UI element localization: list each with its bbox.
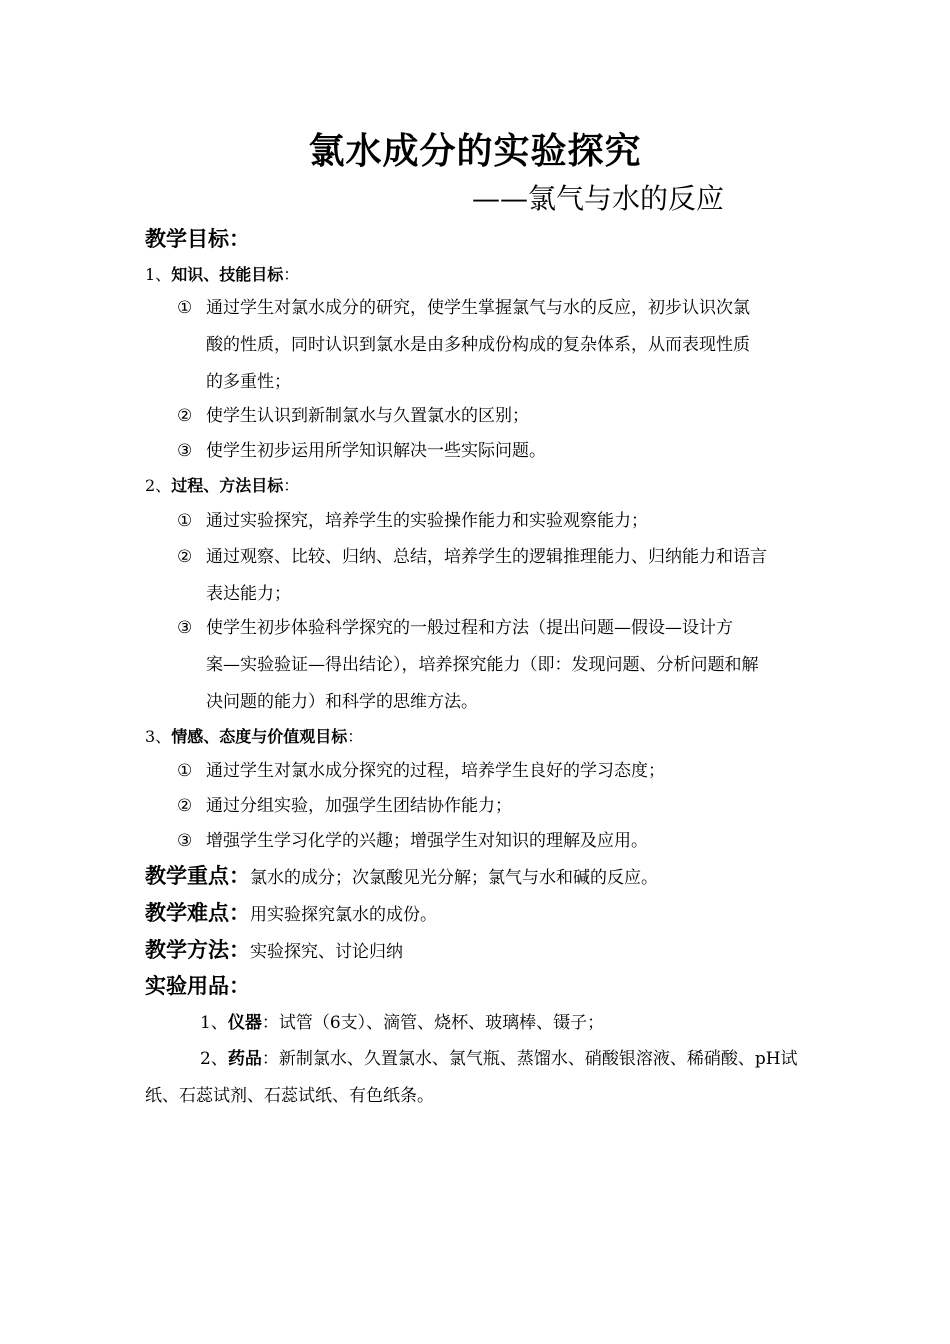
group-number: 1、 xyxy=(145,265,172,284)
instruments-suffix: ： xyxy=(261,1013,279,1033)
instruments-value: 试管（6支）、滴管、烧杯、玻璃棒、镊子； xyxy=(278,1013,605,1033)
item-line: 的多重性； xyxy=(206,372,291,392)
item-marker: ③ xyxy=(177,831,193,851)
item-marker: ② xyxy=(177,796,193,816)
document-title: 氯水成分的实验探究 xyxy=(308,131,642,172)
item-marker: ① xyxy=(177,298,193,318)
reagents-label: 药品 xyxy=(227,1049,262,1069)
item-line: 表达能力； xyxy=(206,584,291,604)
reagents-number: 2、 xyxy=(200,1049,228,1069)
difficulties-value: 用实验探究氯水的成份。 xyxy=(250,905,437,925)
item-marker: ① xyxy=(177,511,193,531)
objective-group-3-heading xyxy=(145,724,363,750)
item-line: 通过学生对氯水成分的研究，使学生掌握氯气与水的反应，初步认识次氯 xyxy=(206,298,750,318)
group-number: 2、 xyxy=(145,476,172,495)
difficulties xyxy=(145,898,437,930)
key-points-label: 教学重点： xyxy=(145,864,250,888)
objective-item xyxy=(177,753,817,790)
objective-item xyxy=(177,433,817,470)
objectives-heading: 教学目标： xyxy=(145,227,250,251)
item-line: 酸的性质，同时认识到氯水是由多种成份构成的复杂体系，从而表现性质 xyxy=(206,335,750,355)
materials-instruments xyxy=(200,1005,604,1042)
item-marker: ① xyxy=(177,761,193,781)
group-label: 情感、态度与价值观目标 xyxy=(171,727,348,746)
instruments-label: 仪器 xyxy=(227,1013,262,1033)
item-line: 增强学生学习化学的兴趣；增强学生对知识的理解及应用。 xyxy=(206,831,648,851)
group-label: 知识、技能目标 xyxy=(171,265,284,284)
reagents-line-1: 新制氯水、久置氯水、氯气瓶、蒸馏水、硝酸银溶液、稀硝酸、pH试 xyxy=(278,1049,798,1069)
objective-item xyxy=(177,398,817,435)
objective-item xyxy=(177,788,817,825)
item-marker: ② xyxy=(177,547,193,567)
item-line: 使学生初步体验科学探究的一般过程和方法（提出问题—假设—设计方 xyxy=(206,618,733,638)
item-marker: ② xyxy=(177,406,193,426)
group-suffix: ： xyxy=(283,265,300,284)
objective-item xyxy=(177,290,817,401)
item-marker: ③ xyxy=(177,441,193,461)
reagents-suffix: ： xyxy=(261,1049,279,1069)
objective-item xyxy=(177,503,817,540)
item-line: 通过分组实验，加强学生团结协作能力； xyxy=(206,796,512,816)
key-points-value: 氯水的成分；次氯酸见光分解；氯气与水和碱的反应。 xyxy=(250,868,658,888)
item-line: 通过观察、比较、归纳、总结，培养学生的逻辑推理能力、归纳能力和语言 xyxy=(206,547,767,567)
materials-heading: 实验用品： xyxy=(145,974,250,998)
item-line: 使学生初步运用所学知识解决一些实际问题。 xyxy=(206,441,546,461)
methods-label: 教学方法： xyxy=(145,938,250,962)
materials-reagents xyxy=(200,1041,798,1078)
item-line: 通过学生对氯水成分探究的过程，培养学生良好的学习态度； xyxy=(206,761,665,781)
group-label: 过程、方法目标 xyxy=(171,476,284,495)
objective-group-2-heading xyxy=(145,473,299,499)
instruments-number: 1、 xyxy=(200,1013,228,1033)
reagents-line-2: 纸、石蕊试剂、石蕊试纸、有色纸条。 xyxy=(145,1086,434,1106)
objective-group-1-heading xyxy=(145,262,299,288)
methods xyxy=(145,935,403,967)
group-number: 3、 xyxy=(145,727,172,746)
group-suffix: ： xyxy=(283,476,300,495)
key-points xyxy=(145,861,658,893)
item-marker: ③ xyxy=(177,618,193,638)
methods-value: 实验探究、讨论归纳 xyxy=(250,942,403,962)
item-line: 使学生认识到新制氯水与久置氯水的区别； xyxy=(206,406,529,426)
document-subtitle: ——氯气与水的反应 xyxy=(472,182,725,215)
group-suffix: ： xyxy=(347,727,364,746)
objective-item xyxy=(177,823,817,860)
item-line: 决问题的能力）和科学的思维方法。 xyxy=(206,692,478,712)
item-line: 案—实验验证—得出结论），培养探究能力（即：发现问题、分析问题和解 xyxy=(206,655,759,675)
objective-item xyxy=(177,539,817,613)
item-line: 通过实验探究，培养学生的实验操作能力和实验观察能力； xyxy=(206,511,648,531)
objective-item xyxy=(177,610,817,721)
difficulties-label: 教学难点： xyxy=(145,901,250,925)
